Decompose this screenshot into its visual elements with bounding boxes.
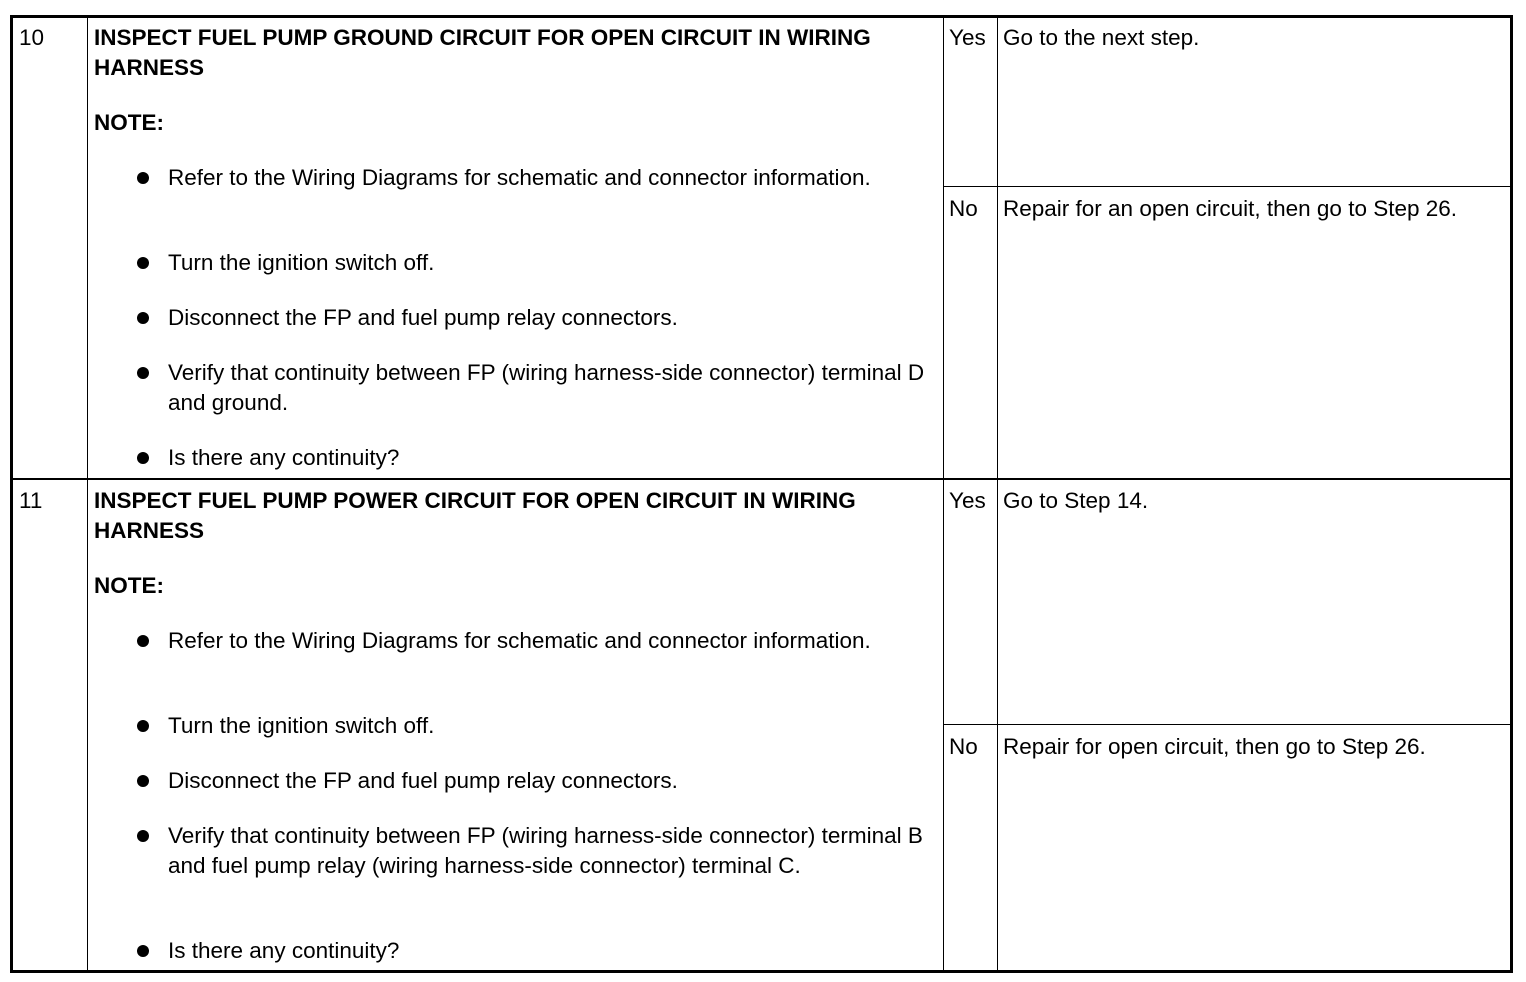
divider-step10-yes-no <box>943 186 1511 187</box>
divider-step10-step11 <box>10 478 1513 480</box>
note-label: NOTE: <box>94 573 164 598</box>
bullet-icon <box>137 945 149 957</box>
step-number: 10 <box>19 25 45 50</box>
divider-step11-yes-no <box>943 724 1511 725</box>
bullet-icon <box>137 635 149 647</box>
bullet-icon <box>137 720 149 732</box>
step-title: INSPECT FUEL PUMP POWER CIRCUIT FOR OPEN CIRCUIT IN WIRING HARNESS <box>94 488 856 543</box>
list-item-text: Disconnect the FP and fuel pump relay connectors. <box>168 768 678 793</box>
no-action: Repair for an open circuit, then go to Step 26. <box>1003 196 1458 221</box>
list-item-text: Verify that continuity between FP (wiring harness-side connector) terminal B and fuel pump relay (wiring harness-side connector) terminal C. <box>168 823 923 878</box>
list-item-text: Is there any continuity? <box>168 938 400 963</box>
yes-label: Yes <box>949 25 986 50</box>
bullet-icon <box>137 452 149 464</box>
list-item-text: Refer to the Wiring Diagrams for schematic and connector information. <box>168 165 871 190</box>
list-item-text: Turn the ignition switch off. <box>168 713 435 738</box>
step-title: INSPECT FUEL PUMP GROUND CIRCUIT FOR OPEN CIRCUIT IN WIRING HARNESS <box>94 25 871 80</box>
column-divider-answer <box>943 15 944 973</box>
yes-action: Go to Step 14. <box>1003 488 1149 513</box>
yes-label: Yes <box>949 488 986 513</box>
list-item-text: Refer to the Wiring Diagrams for schematic and connector information. <box>168 628 871 653</box>
bullet-icon <box>137 830 149 842</box>
bullet-icon <box>137 775 149 787</box>
note-label: NOTE: <box>94 110 164 135</box>
no-label: No <box>949 196 978 221</box>
list-item-text: Is there any continuity? <box>168 445 400 470</box>
bullet-icon <box>137 257 149 269</box>
bullet-icon <box>137 172 149 184</box>
bullet-icon <box>137 367 149 379</box>
column-divider-action <box>997 15 998 973</box>
column-divider-number <box>87 15 88 973</box>
list-item-text: Verify that continuity between FP (wiring harness-side connector) terminal D and ground. <box>168 360 925 415</box>
bullet-icon <box>137 312 149 324</box>
list-item-text: Disconnect the FP and fuel pump relay connectors. <box>168 305 678 330</box>
no-label: No <box>949 734 978 759</box>
yes-action: Go to the next step. <box>1003 25 1200 50</box>
step-number: 11 <box>19 488 43 513</box>
list-item-text: Turn the ignition switch off. <box>168 250 435 275</box>
no-action: Repair for open circuit, then go to Step 26. <box>1003 734 1426 759</box>
